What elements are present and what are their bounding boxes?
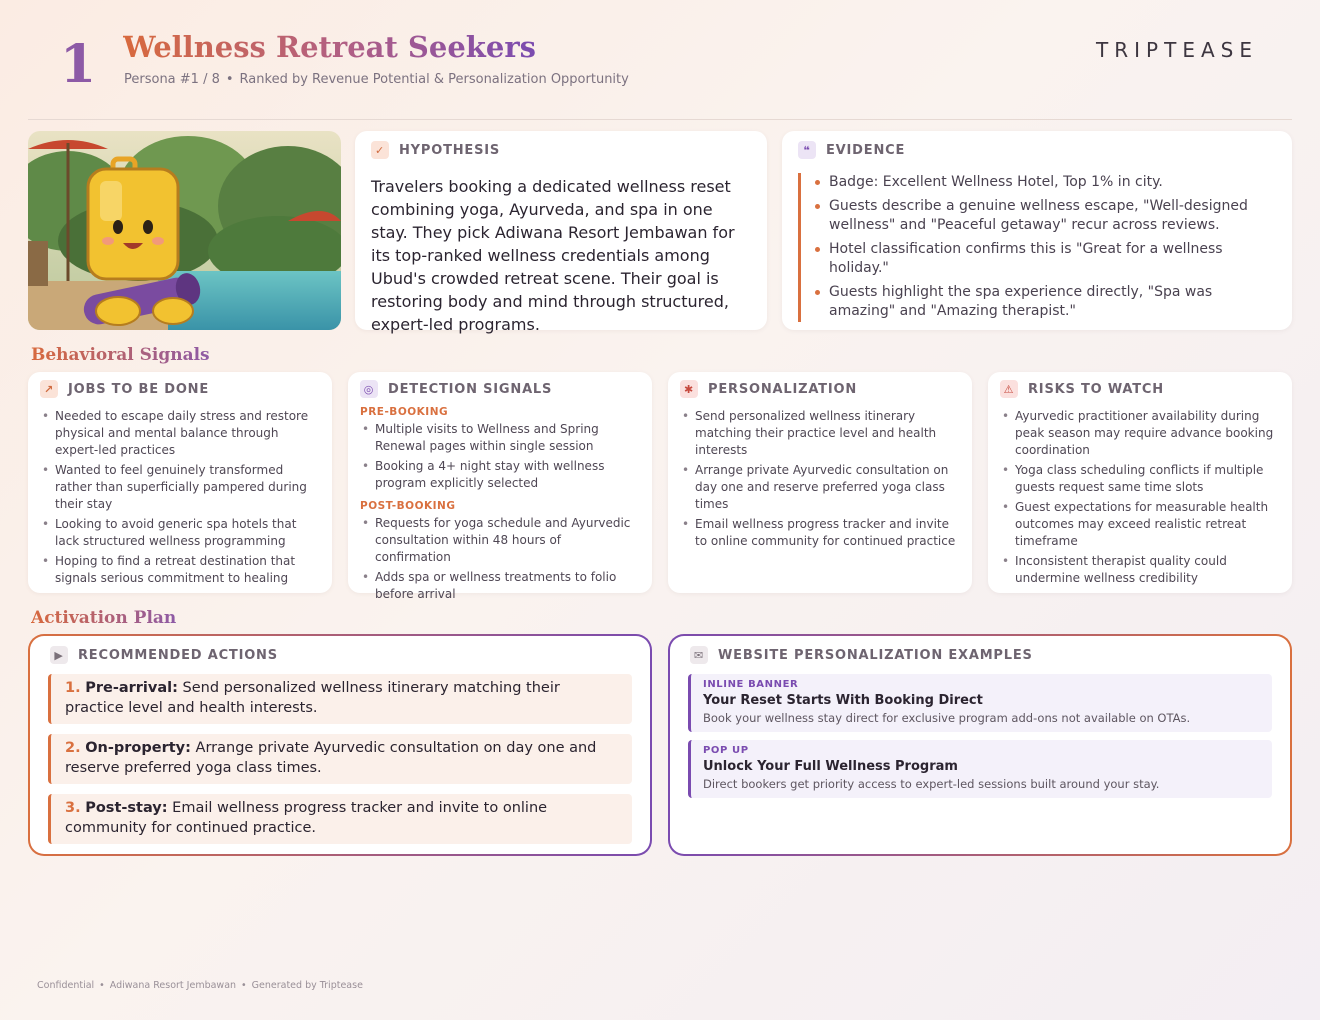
example-description: Direct bookers get priority access to expert-led sessions built around your stay. [703, 777, 1160, 791]
target-icon: ◎ [360, 380, 378, 398]
action-label: Post-stay: [85, 800, 168, 816]
play-icon: ▶ [50, 646, 68, 664]
example-description: Book your wellness stay direct for exclusive program add-ons not available on OTAs. [703, 711, 1191, 725]
evidence-item: Guests highlight the spa experience directly, "Spa was amazing" and "Amazing therapist." [815, 283, 1276, 322]
actions-label: RECOMMENDED ACTIONS [78, 647, 278, 663]
evidence-item: Hotel classification confirms this is "Great for a wellness holiday." [815, 240, 1276, 279]
check-icon: ✓ [371, 141, 389, 159]
action-text: Send personalized wellness itinerary matching their practice level and health interests. [65, 680, 560, 716]
list-item: • Looking to avoid generic spa hotels that lack structured wellness programming [40, 516, 320, 550]
hypothesis-label: HYPOTHESIS [399, 142, 501, 158]
ranking-note: Ranked by Revenue Potential & Personalization Opportunity [239, 72, 629, 87]
list-item: • Inconsistent therapist quality could undermine wellness credibility [1000, 553, 1280, 587]
action-item [48, 734, 632, 784]
action-text: Arrange private Ayurvedic consultation on day one and reserve preferred yoga class times. [65, 740, 597, 776]
list-item: • Multiple visits to Wellness and Spring Renewal pages within single session [360, 421, 640, 455]
detection-label: DETECTION SIGNALS [388, 381, 553, 397]
personalization-card [668, 372, 972, 593]
footer-hotel: Adiwana Resort Jembawan [109, 980, 237, 991]
list-item: • Yoga class scheduling conflicts if multiple guests request same time slots [1000, 462, 1280, 496]
list-item: • Hoping to find a retreat destination that signals serious commitment to healing [40, 553, 320, 587]
page-footer: Confidential • Adiwana Resort Jembawan • Generated by Triptease [37, 980, 363, 991]
evidence-item: Guests describe a genuine wellness escape, "Well-designed wellness" and "Peaceful getaway" recur across reviews. [815, 197, 1276, 236]
examples-label: WEBSITE PERSONALIZATION EXAMPLES [718, 647, 1033, 663]
persona-illustration [28, 131, 341, 330]
recommended-actions-card [28, 634, 652, 856]
list-item: • Adds spa or wellness treatments to folio before arrival [360, 569, 640, 603]
jobs-label: JOBS TO BE DONE [68, 381, 210, 397]
evidence-list [798, 173, 1276, 322]
action-label: Pre-arrival: [85, 680, 178, 696]
hypothesis-text: Travelers booking a dedicated wellness reset combining yoga, Ayurveda, and spa in one stay. They pick Adiwana Resort Jembawan for its top-ranked wellness credentials among Ubud's crowded retreat scene. Their goal is restoring body and mind through structured, expert-led programs. [371, 177, 735, 334]
list-item: • Email wellness progress tracker and invite to online community for continued practice [680, 516, 960, 550]
persona-label: Persona #1 / 8 [124, 72, 220, 87]
evidence-card [782, 131, 1292, 330]
list-item: • Ayurvedic practitioner availability during peak season may require advance booking coordination [1000, 408, 1280, 459]
list-item: • Wanted to feel genuinely transformed rather than superficially pampered during their stay [40, 462, 320, 513]
list-item: • Booking a 4+ night stay with wellness program explicitly selected [360, 458, 640, 492]
action-text: Email wellness progress tracker and invite to online community for continued practice. [65, 800, 548, 836]
example-inline-banner [688, 674, 1272, 732]
detection-signals-card [348, 372, 652, 601]
example-title: Your Reset Starts With Booking Direct [703, 693, 983, 708]
post-booking-label: POST-BOOKING [360, 500, 456, 512]
persona-rank: 1 [60, 34, 97, 95]
list-item: • Send personalized wellness itinerary matching their practice level and health interests [680, 408, 960, 459]
example-type: POP UP [703, 745, 749, 756]
list-item: • Requests for yoga schedule and Ayurvedic consultation within 48 hours of confirmation [360, 515, 640, 566]
evidence-label: EVIDENCE [826, 142, 906, 158]
action-item [48, 794, 632, 844]
hypothesis-card [355, 131, 767, 334]
action-number: 1. [65, 680, 81, 696]
behavioral-signals-title: Behavioral Signals [31, 345, 210, 365]
risks-card [988, 372, 1292, 593]
action-number: 3. [65, 800, 81, 816]
trend-arrow-icon: ↗ [40, 380, 58, 398]
page-subtitle: Persona #1 / 8 • Ranked by Revenue Potential & Personalization Opportunity [124, 72, 629, 87]
example-type: INLINE BANNER [703, 679, 799, 690]
list-item: • Needed to escape daily stress and restore physical and mental balance through expert-led practices [40, 408, 320, 459]
pre-booking-label: PRE-BOOKING [360, 406, 449, 418]
jobs-to-be-done-card [28, 372, 332, 593]
envelope-icon: ✉ [690, 646, 708, 664]
page-header [28, 24, 1292, 120]
quote-icon: ❝ [798, 141, 816, 159]
sparkle-icon: ✱ [680, 380, 698, 398]
example-title: Unlock Your Full Wellness Program [703, 759, 958, 774]
list-item: • Arrange private Ayurvedic consultation on day one and reserve preferred yoga class times [680, 462, 960, 513]
action-number: 2. [65, 740, 81, 756]
risks-label: RISKS TO WATCH [1028, 381, 1164, 397]
example-pop-up [688, 740, 1272, 798]
warning-icon: ⚠ [1000, 380, 1018, 398]
list-item: • Guest expectations for measurable health outcomes may exceed realistic retreat timeframe [1000, 499, 1280, 550]
website-personalization-card [668, 634, 1292, 856]
page-title: Wellness Retreat Seekers [123, 30, 536, 64]
footer-confidential: Confidential [37, 980, 95, 991]
activation-plan-title: Activation Plan [31, 608, 177, 628]
personalization-label: PERSONALIZATION [708, 381, 858, 397]
action-label: On-property: [85, 740, 191, 756]
action-item [48, 674, 632, 724]
footer-generated: Generated by Triptease [251, 980, 363, 991]
evidence-item: Badge: Excellent Wellness Hotel, Top 1% in city. [815, 173, 1276, 193]
brand-logo: TRIPTEASE [1096, 38, 1258, 62]
